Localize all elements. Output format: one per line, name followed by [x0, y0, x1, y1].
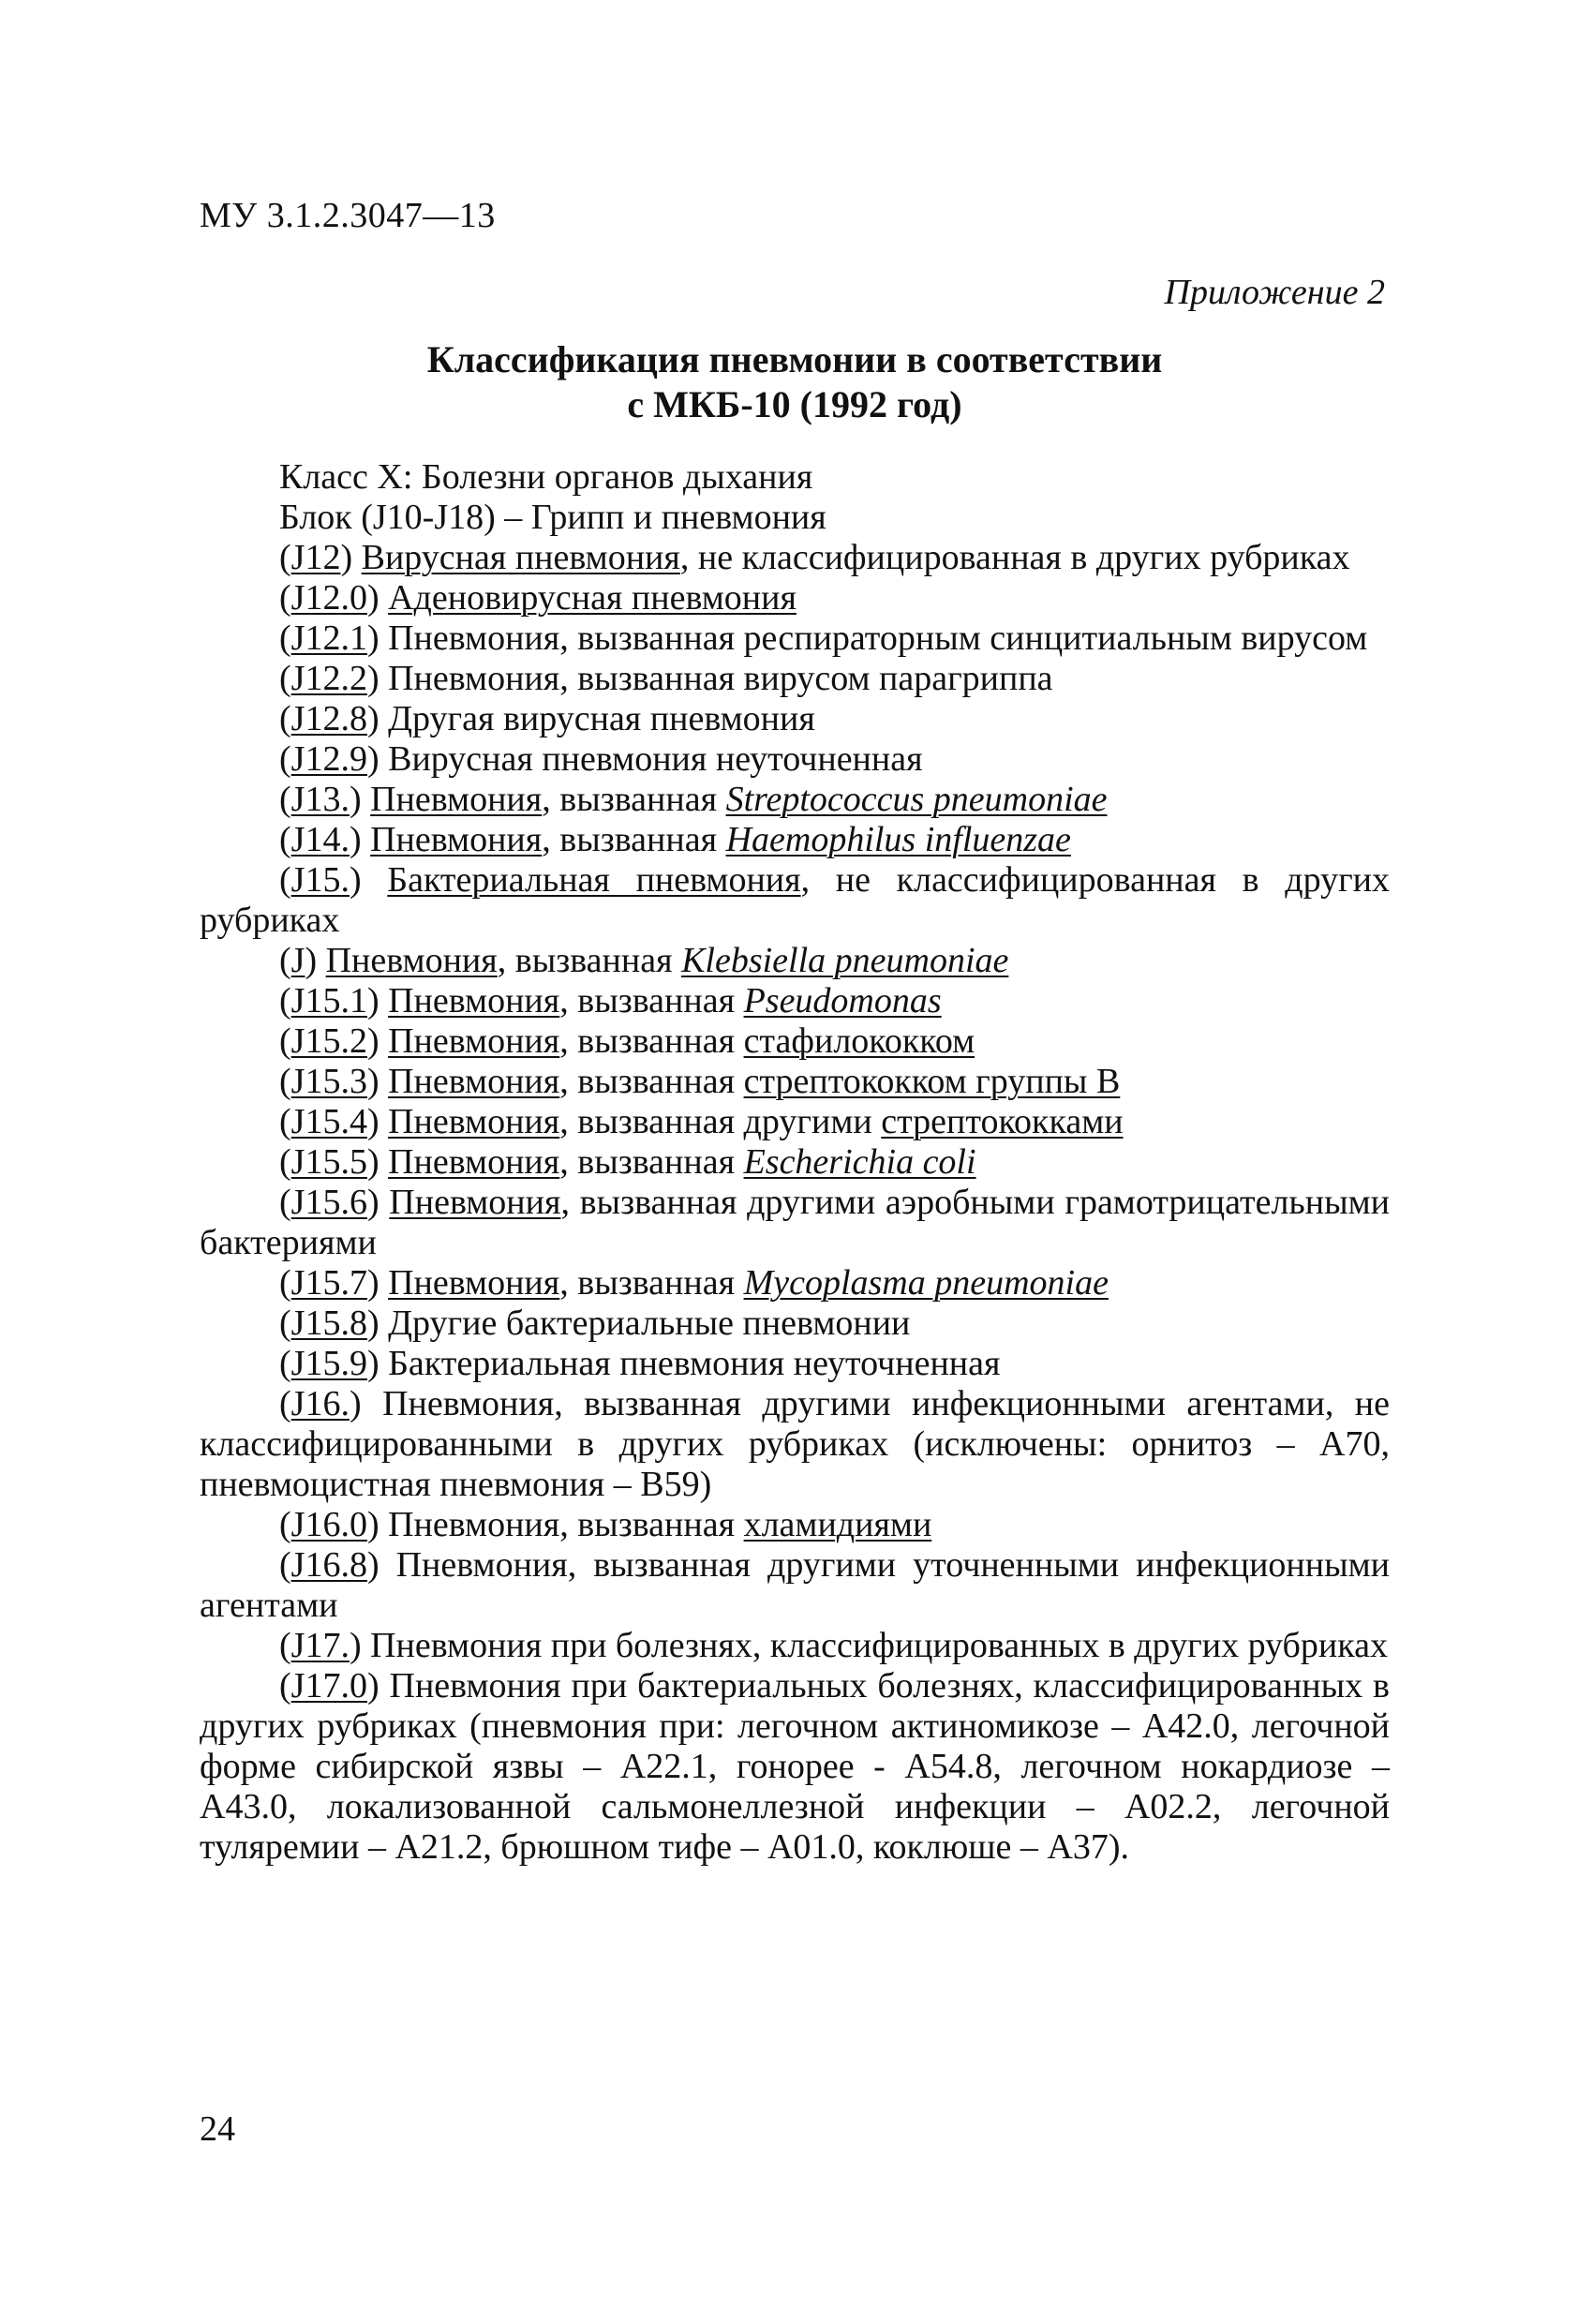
classification-entry: [200, 1142, 1390, 1183]
underlined-text: J15.1: [290, 981, 367, 1020]
classification-entry: [200, 981, 1390, 1021]
entry-text: (: [279, 1142, 291, 1182]
entry-text: , вызванная: [542, 820, 726, 859]
entry-text: , вызванная другими аэробными грамотрицательными бактериями: [200, 1183, 1390, 1262]
entry-text: (: [279, 1626, 291, 1665]
underlined-text: Пневмония: [388, 1021, 560, 1061]
entry-text: ) Бактериальная пневмония неуточненная: [366, 1344, 1001, 1383]
classification-entry: [200, 659, 1390, 699]
underlined-text: J17.0: [290, 1666, 367, 1706]
underlined-text: J12.1: [290, 618, 367, 658]
classification-entry: [200, 538, 1390, 578]
underlined-text: J15.4: [290, 1102, 367, 1141]
entry-text: , вызванная: [559, 1263, 744, 1303]
entry-text: (: [279, 578, 291, 618]
classification-list: [200, 457, 1390, 1868]
classification-entry: [200, 578, 1390, 618]
underlined-text: Пневмония: [325, 941, 498, 980]
underlined-text: J15.5: [290, 1142, 367, 1182]
entry-text: ) Вирусная пневмония неуточненная: [366, 739, 923, 779]
underlined-text: J12.0: [290, 578, 367, 618]
classification-entry: [200, 1505, 1390, 1545]
classification-entry: [200, 1666, 1390, 1868]
underlined-text: J15.: [290, 860, 350, 900]
underlined-text: J13.: [290, 780, 350, 819]
entry-text: (: [279, 981, 291, 1020]
underlined-text: Аденовирусная пневмония: [388, 578, 796, 618]
entry-text: ): [366, 981, 389, 1020]
classification-entry: [200, 618, 1390, 659]
entry-text: (: [279, 538, 291, 577]
classification-entry: [200, 1545, 1390, 1626]
entry-text: ) Пневмония, вызванная респираторным синцитиальным вирусом: [366, 618, 1368, 658]
underlined-text: Пневмония: [388, 1062, 560, 1101]
underlined-text: хламидиями: [743, 1505, 932, 1544]
entry-text: ) Пневмония, вызванная другими инфекционными агентами, не классифицированными в других рубриках (исключены: орнитоз – A70, пневмоцистная пневмония – B59): [200, 1384, 1390, 1504]
entry-text: (: [279, 1545, 291, 1585]
entry-text: ) Пневмония, вызванная: [366, 1505, 744, 1544]
entry-text: Блок (J10-J18) – Грипп и пневмония: [279, 498, 826, 537]
title-line-2: с МКБ-10 (1992 год): [627, 383, 962, 425]
underlined-text: Mycoplasma pneumoniae: [743, 1263, 1109, 1303]
entry-text: (: [279, 1304, 291, 1343]
entry-text: , вызванная: [559, 981, 744, 1020]
entry-text: (: [279, 739, 291, 779]
entry-text: ): [366, 1183, 390, 1222]
entry-text: ): [366, 1062, 389, 1101]
entry-text: ) Пневмония, вызванная другими уточненными инфекционными агентами: [200, 1545, 1390, 1625]
classification-entry: [200, 1102, 1390, 1142]
underlined-text: J16.8: [290, 1545, 367, 1585]
underlined-text: Пневмония: [388, 1102, 560, 1141]
entry-text: (: [279, 1062, 291, 1101]
classification-entry: [200, 1626, 1390, 1666]
entry-text: ): [349, 780, 371, 819]
classification-entry: [200, 739, 1390, 780]
underlined-text: J15.6: [290, 1183, 367, 1222]
underlined-text: J17.: [290, 1626, 350, 1665]
entry-text: , не классифицированная в других рубриках: [200, 860, 1390, 940]
entry-text: (: [279, 860, 291, 900]
underlined-text: Haemophilus influenzae: [725, 820, 1071, 859]
entry-text: (: [279, 1021, 291, 1061]
underlined-text: J16.: [290, 1384, 350, 1423]
underlined-text: J12.8: [290, 699, 367, 738]
entry-text: (: [279, 780, 291, 819]
underlined-text: J: [290, 941, 305, 980]
page-number: 24: [200, 2109, 235, 2149]
classification-entry: [200, 1384, 1390, 1505]
entry-text: , вызванная другими: [559, 1102, 882, 1141]
underlined-text: J12: [290, 538, 341, 577]
underlined-text: J12.2: [290, 659, 367, 698]
underlined-text: J12.9: [290, 739, 367, 779]
entry-text: (: [279, 1505, 291, 1544]
underlined-text: Пневмония: [388, 981, 560, 1020]
underlined-text: J15.3: [290, 1062, 367, 1101]
entry-text: , вызванная: [559, 1021, 744, 1061]
entry-text: (: [279, 618, 291, 658]
entry-text: ) Пневмония, вызванная вирусом парагриппа: [366, 659, 1053, 698]
entry-text: ): [340, 538, 362, 577]
underlined-text: J16.0: [290, 1505, 367, 1544]
underlined-text: J15.2: [290, 1021, 367, 1061]
underlined-text: Пневмония: [388, 1142, 560, 1182]
entry-text: (: [279, 1183, 291, 1222]
underlined-text: J15.9: [290, 1344, 367, 1383]
underlined-text: стрептококками: [881, 1102, 1124, 1141]
entry-text: (: [279, 659, 291, 698]
underlined-text: Escherichia coli: [743, 1142, 976, 1182]
entry-text: ): [349, 860, 388, 900]
entry-text: ): [366, 1263, 389, 1303]
underlined-text: Пневмония: [370, 780, 543, 819]
entry-text: , вызванная: [497, 941, 682, 980]
entry-text: (: [279, 820, 291, 859]
classification-entry: [200, 860, 1390, 941]
entry-text: ) Другие бактериальные пневмонии: [366, 1304, 911, 1343]
underlined-text: Streptococcus pneumoniae: [725, 780, 1108, 819]
entry-text: (: [279, 941, 291, 980]
underlined-text: J15.8: [290, 1304, 367, 1343]
document-code: МУ 3.1.2.3047—13: [200, 196, 496, 235]
entry-text: (: [279, 1666, 291, 1706]
underlined-text: стафилококком: [743, 1021, 975, 1061]
underlined-text: Klebsiella pneumoniae: [681, 941, 1009, 980]
entry-text: , не классифицированная в других рубриках: [679, 538, 1350, 577]
underlined-text: Бактериальная пневмония: [387, 860, 801, 900]
entry-text: ): [305, 941, 326, 980]
classification-entry: [200, 1062, 1390, 1102]
classification-entry: [200, 1304, 1390, 1344]
entry-text: (: [279, 1263, 291, 1303]
entry-text: , вызванная: [559, 1142, 744, 1182]
classification-entry: [200, 699, 1390, 739]
classification-entry: [200, 457, 1390, 498]
underlined-text: стрептококком группы B: [743, 1062, 1121, 1101]
underlined-text: J15.7: [290, 1263, 367, 1303]
classification-entry: [200, 1344, 1390, 1384]
entry-text: ): [366, 1021, 389, 1061]
entry-text: ): [366, 578, 389, 618]
underlined-text: Пневмония: [389, 1183, 561, 1222]
entry-text: ) Пневмония при болезнях, классифицированных в других рубриках: [349, 1626, 1388, 1665]
underlined-text: Вирусная пневмония: [361, 538, 680, 577]
classification-entry: [200, 820, 1390, 860]
page-title: [200, 337, 1390, 427]
classification-entry: [200, 1263, 1390, 1304]
classification-entry: [200, 1183, 1390, 1263]
entry-text: ): [349, 820, 371, 859]
entry-text: (: [279, 699, 291, 738]
entry-text: Класс X: Болезни органов дыхания: [279, 457, 813, 497]
entry-text: (: [279, 1344, 291, 1383]
entry-text: , вызванная: [559, 1062, 744, 1101]
classification-entry: [200, 941, 1390, 981]
classification-entry: [200, 498, 1390, 538]
entry-text: ): [366, 1142, 389, 1182]
entry-text: (: [279, 1102, 291, 1141]
classification-entry: [200, 780, 1390, 820]
underlined-text: J14.: [290, 820, 350, 859]
underlined-text: Pseudomonas: [743, 981, 942, 1020]
entry-text: ) Другая вирусная пневмония: [366, 699, 815, 738]
entry-text: ) Пневмония при бактериальных болезнях, классифицированных в других рубриках (пневмония при: легочном актиномикозе – A42.0, легочной форме сибирской язвы – A22.1, гонорее - A54.8, легочном нокардиозе – A43.0, локализованной сальмонеллезной инфекции – A02.2, легочной туляремии – A21.2, брюшном тифе – A01.0, коклюше – A37).: [200, 1666, 1390, 1867]
underlined-text: Пневмония: [388, 1263, 560, 1303]
title-line-1: Классификация пневмонии в соответствии: [426, 338, 1163, 380]
classification-entry: [200, 1021, 1390, 1062]
appendix-label: Приложение 2: [1164, 273, 1385, 312]
underlined-text: Пневмония: [370, 820, 543, 859]
entry-text: , вызванная: [542, 780, 726, 819]
entry-text: ): [366, 1102, 389, 1141]
entry-text: (: [279, 1384, 291, 1423]
